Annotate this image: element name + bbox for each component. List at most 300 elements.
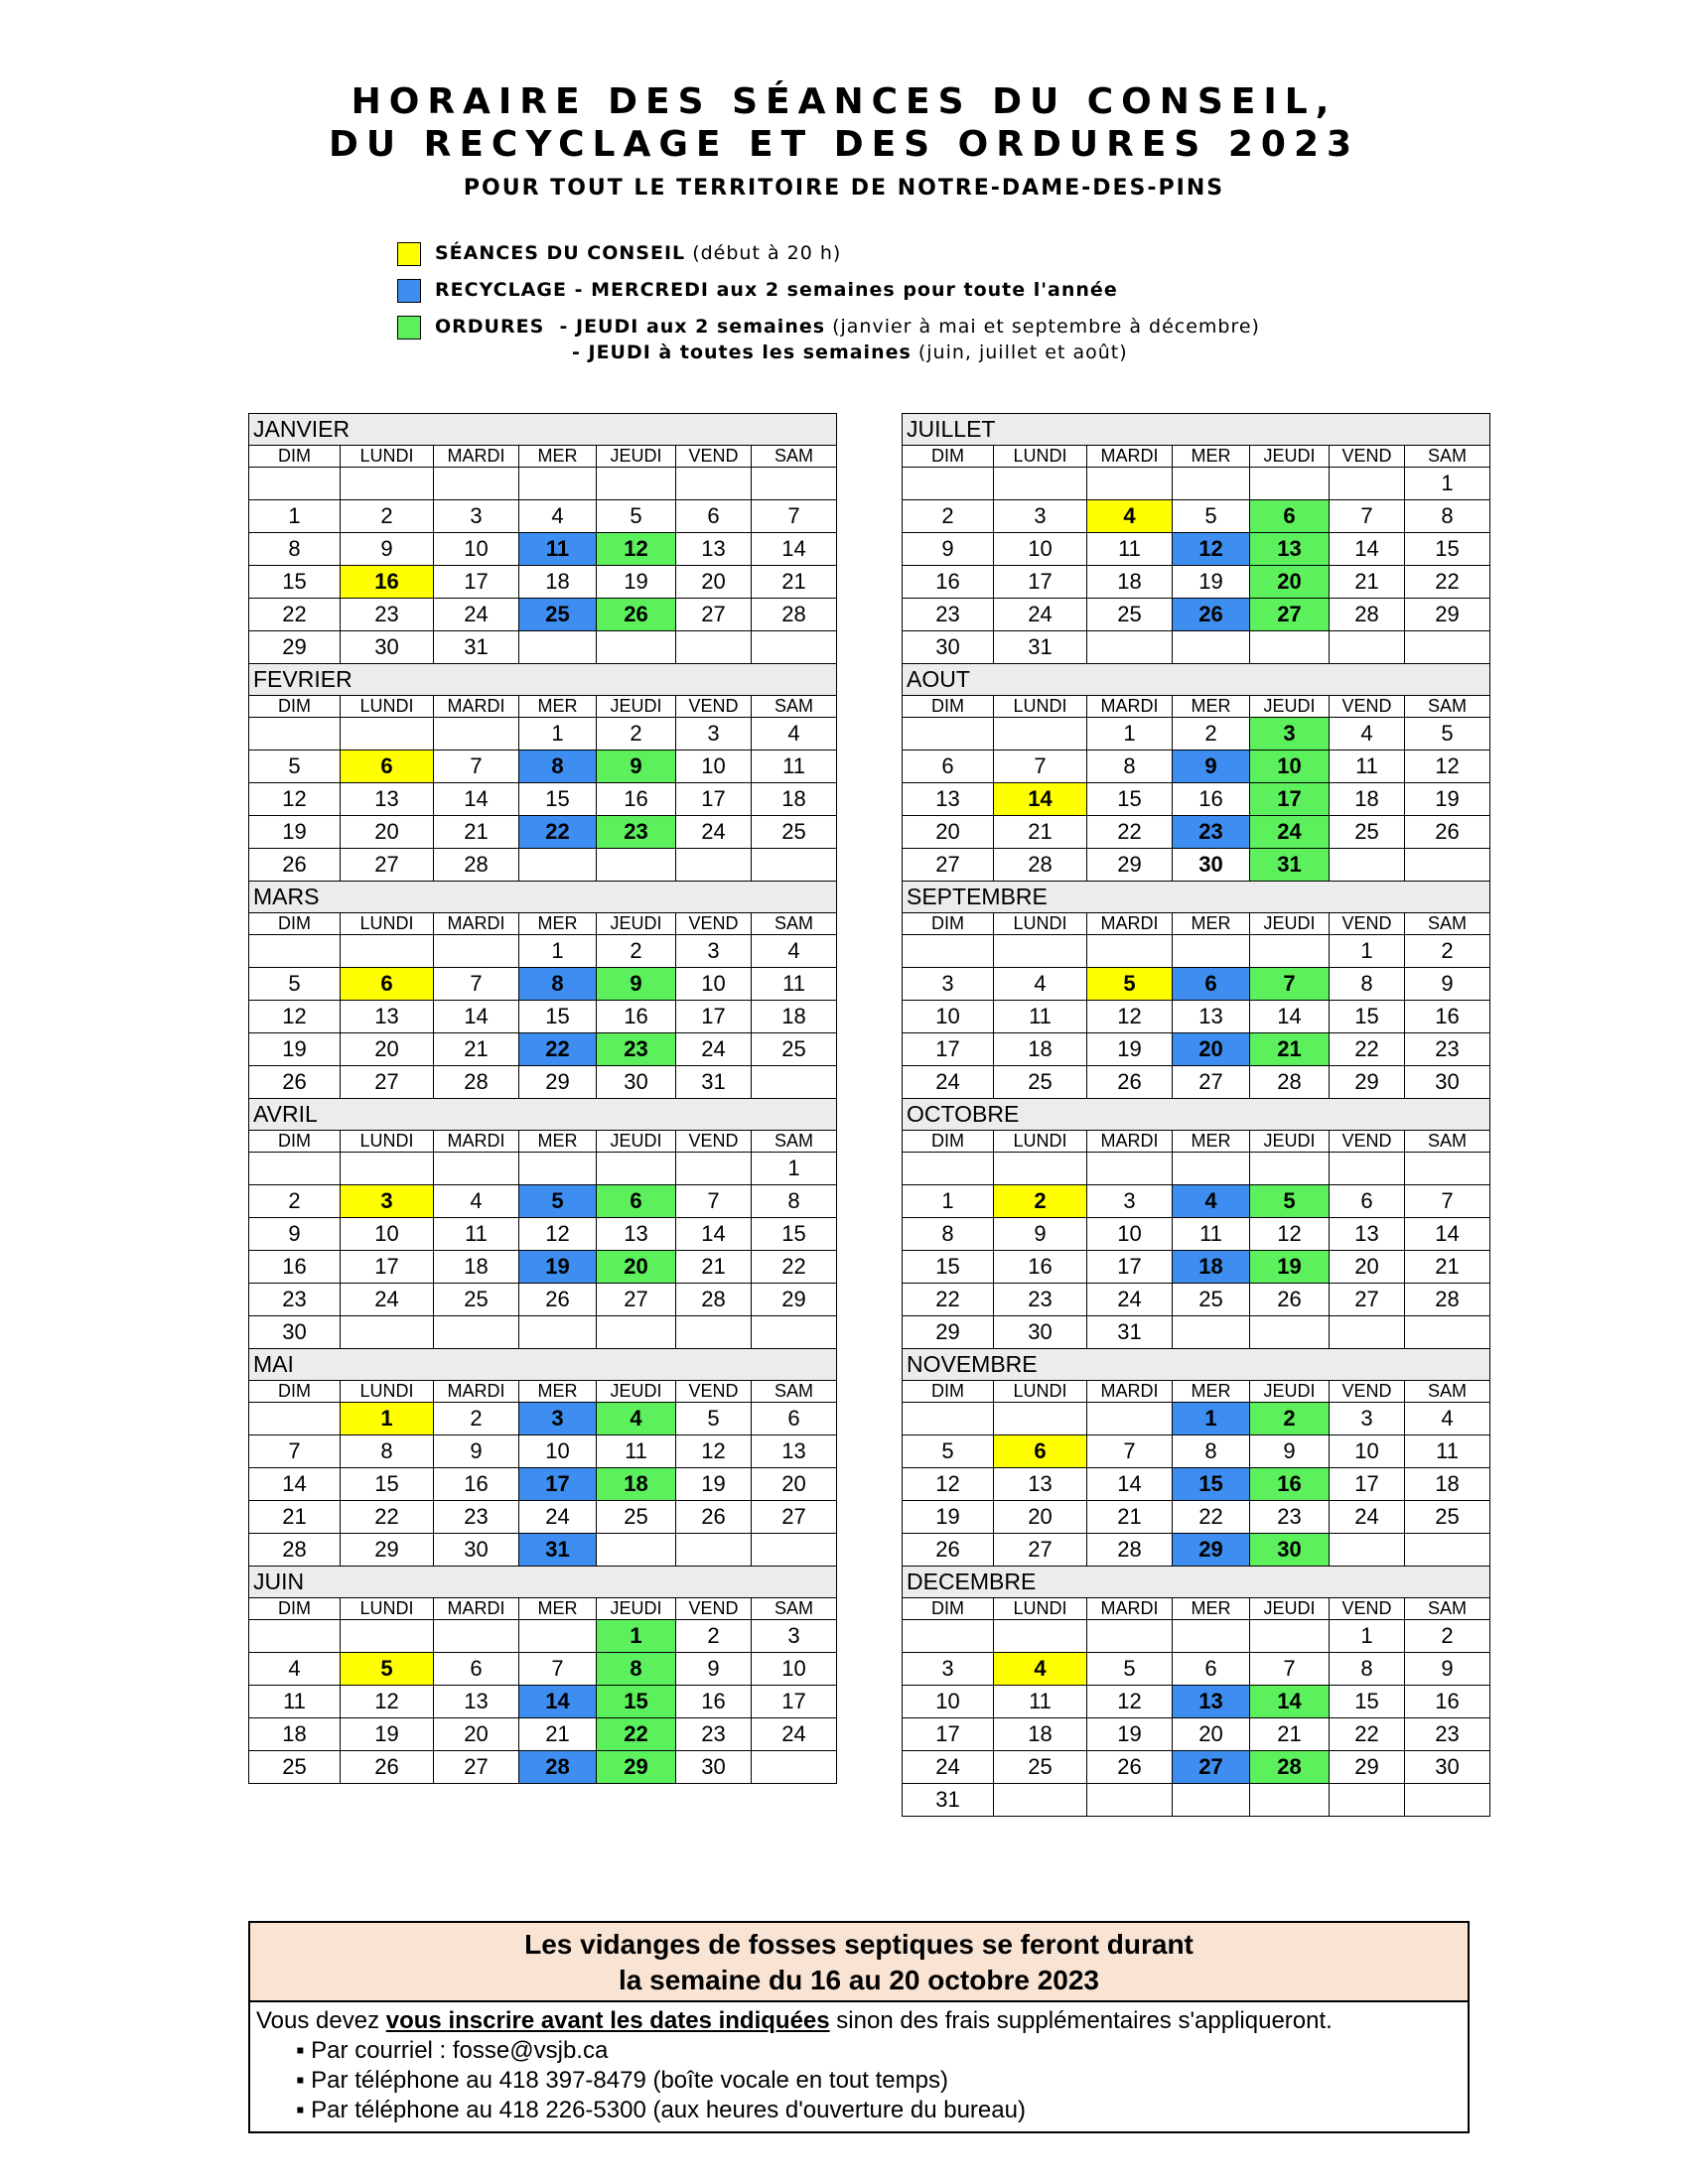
day-cell: 12 (1087, 1686, 1173, 1718)
day-cell: 12 (249, 1001, 341, 1033)
day-cell: 17 (676, 783, 752, 816)
day-cell: 17 (1087, 1251, 1173, 1284)
weekday-header: DIM (249, 1381, 341, 1403)
day-cell: 8 (249, 533, 341, 566)
day-cell: 23 (1173, 816, 1250, 849)
day-cell (434, 1316, 519, 1349)
day-cell: 15 (597, 1686, 676, 1718)
day-cell (1087, 631, 1173, 664)
day-cell: 5 (249, 751, 341, 783)
notice-heading-line-2: la semaine du 16 au 20 octobre 2023 (618, 1965, 1099, 1995)
notice-heading-line-1: Les vidanges de fosses septiques se feront durant (524, 1929, 1194, 1960)
weekday-header: JEUDI (597, 1131, 676, 1153)
day-cell: 24 (676, 816, 752, 849)
day-cell: 20 (676, 566, 752, 599)
day-cell: 30 (1250, 1534, 1330, 1567)
day-cell: 24 (519, 1501, 597, 1534)
weekday-header: LUNDI (341, 1131, 434, 1153)
day-cell: 26 (249, 849, 341, 882)
day-cell: 10 (676, 751, 752, 783)
day-cell (752, 1066, 837, 1099)
day-cell: 27 (752, 1501, 837, 1534)
day-cell: 12 (676, 1435, 752, 1468)
day-cell: 23 (676, 1718, 752, 1751)
day-cell: 4 (597, 1403, 676, 1435)
day-cell: 8 (1173, 1435, 1250, 1468)
weekday-header: MARDI (434, 913, 519, 935)
day-cell: 24 (1330, 1501, 1405, 1534)
day-cell: 5 (341, 1653, 434, 1686)
day-cell: 26 (249, 1066, 341, 1099)
day-cell: 24 (676, 1033, 752, 1066)
day-cell: 23 (249, 1284, 341, 1316)
day-cell: 19 (1087, 1718, 1173, 1751)
weekday-header: MER (519, 446, 597, 468)
day-cell: 21 (434, 1033, 519, 1066)
day-cell: 4 (752, 935, 837, 968)
day-cell: 17 (752, 1686, 837, 1718)
day-cell: 14 (1087, 1468, 1173, 1501)
weekday-header: SAM (752, 696, 837, 718)
week-row (903, 500, 1490, 533)
day-cell: 26 (597, 599, 676, 631)
day-cell: 2 (597, 718, 676, 751)
day-cell: 5 (249, 968, 341, 1001)
day-cell: 20 (1330, 1251, 1405, 1284)
day-cell: 16 (994, 1251, 1087, 1284)
day-cell (341, 718, 434, 751)
weekday-header: MARDI (434, 1131, 519, 1153)
weekday-header: LUNDI (994, 696, 1087, 718)
day-cell: 12 (1250, 1218, 1330, 1251)
day-cell: 30 (1405, 1751, 1490, 1784)
septic-notice (248, 1921, 1470, 2133)
day-cell: 21 (676, 1251, 752, 1284)
day-cell (1087, 468, 1173, 500)
day-cell: 25 (597, 1501, 676, 1534)
day-cell: 8 (903, 1218, 994, 1251)
day-cell: 25 (994, 1751, 1087, 1784)
day-cell: 11 (752, 968, 837, 1001)
notice-contact-phone-voicemail: ▪ Par téléphone au 418 397-8479 (boîte vocale en tout temps) (296, 2067, 948, 2094)
week-row (249, 1686, 837, 1718)
day-cell: 19 (1087, 1033, 1173, 1066)
day-cell: 26 (341, 1751, 434, 1784)
day-cell: 29 (519, 1066, 597, 1099)
day-cell: 23 (434, 1501, 519, 1534)
day-cell: 2 (434, 1403, 519, 1435)
legend-ordures-line2-note: (juin, juillet et août) (911, 341, 1128, 363)
day-cell: 21 (1250, 1718, 1330, 1751)
day-cell: 6 (676, 500, 752, 533)
weekday-header: LUNDI (994, 1598, 1087, 1620)
notice-contact-phone-office: ▪ Par téléphone au 418 226-5300 (aux heures d'ouverture du bureau) (296, 2097, 1026, 2123)
day-cell: 7 (519, 1653, 597, 1686)
weekday-header: LUNDI (341, 1598, 434, 1620)
day-cell: 1 (1330, 935, 1405, 968)
day-cell: 31 (994, 631, 1087, 664)
day-cell: 28 (1087, 1534, 1173, 1567)
day-cell: 6 (1330, 1185, 1405, 1218)
day-cell: 9 (1405, 968, 1490, 1001)
day-cell: 14 (434, 783, 519, 816)
day-cell (903, 935, 994, 968)
notice-registration-line: Vous devez vous inscrire avant les dates indiquées sinon des frais supplémentaires s'appliqueront. (256, 2007, 1333, 2034)
day-cell: 28 (434, 849, 519, 882)
day-cell: 3 (1087, 1185, 1173, 1218)
day-cell: 19 (903, 1501, 994, 1534)
day-cell: 27 (1173, 1751, 1250, 1784)
day-cell: 19 (341, 1718, 434, 1751)
day-cell: 14 (1330, 533, 1405, 566)
weekday-header: LUNDI (341, 446, 434, 468)
day-cell: 1 (341, 1403, 434, 1435)
day-cell: 31 (434, 631, 519, 664)
week-row (903, 1403, 1490, 1435)
day-cell: 6 (752, 1403, 837, 1435)
week-row (903, 1218, 1490, 1251)
weekday-header: DIM (903, 1131, 994, 1153)
day-cell: 6 (341, 968, 434, 1001)
month-title-novembre: NOVEMBRE (903, 1349, 1490, 1381)
day-cell: 29 (1087, 849, 1173, 882)
day-cell (519, 631, 597, 664)
day-cell (519, 849, 597, 882)
day-cell: 8 (341, 1435, 434, 1468)
day-cell: 24 (903, 1066, 994, 1099)
day-cell (676, 631, 752, 664)
weekday-header: SAM (1405, 1598, 1490, 1620)
day-cell: 20 (434, 1718, 519, 1751)
day-cell: 21 (519, 1718, 597, 1751)
day-cell: 12 (249, 783, 341, 816)
day-cell (1250, 1153, 1330, 1185)
month-title-juillet: JUILLET (903, 414, 1490, 446)
week-row (249, 1620, 837, 1653)
day-cell: 31 (1250, 849, 1330, 882)
day-cell: 21 (1250, 1033, 1330, 1066)
week-row (249, 1501, 837, 1534)
weekday-header: SAM (752, 1598, 837, 1620)
week-row (903, 1620, 1490, 1653)
day-cell (519, 1316, 597, 1349)
day-cell (341, 1316, 434, 1349)
day-cell: 14 (519, 1686, 597, 1718)
day-cell: 6 (341, 751, 434, 783)
day-cell (1405, 1316, 1490, 1349)
day-cell: 26 (676, 1501, 752, 1534)
day-cell: 2 (994, 1185, 1087, 1218)
weekday-header: MER (1173, 1598, 1250, 1620)
day-cell: 9 (1173, 751, 1250, 783)
day-cell (1173, 935, 1250, 968)
day-cell: 8 (597, 1653, 676, 1686)
weekday-header: DIM (249, 913, 341, 935)
week-row (903, 566, 1490, 599)
day-cell: 30 (341, 631, 434, 664)
weekday-header: JEUDI (1250, 1598, 1330, 1620)
day-cell: 18 (597, 1468, 676, 1501)
weekday-header: DIM (903, 446, 994, 468)
day-cell: 15 (1405, 533, 1490, 566)
weekday-header: JEUDI (597, 1381, 676, 1403)
day-cell: 5 (1087, 1653, 1173, 1686)
month-title-juin: JUIN (249, 1567, 837, 1598)
legend-ordures-line-2 (572, 341, 1128, 363)
week-row (903, 1284, 1490, 1316)
day-cell: 1 (752, 1153, 837, 1185)
day-cell: 3 (903, 968, 994, 1001)
day-cell (249, 468, 341, 500)
day-cell: 23 (994, 1284, 1087, 1316)
day-cell: 16 (903, 566, 994, 599)
day-cell: 22 (1330, 1033, 1405, 1066)
week-row (903, 751, 1490, 783)
weekday-header: SAM (752, 446, 837, 468)
day-cell: 28 (249, 1534, 341, 1567)
day-cell: 4 (249, 1653, 341, 1686)
day-cell (1405, 1784, 1490, 1817)
day-cell: 31 (1087, 1316, 1173, 1349)
day-cell (752, 1751, 837, 1784)
day-cell: 14 (752, 533, 837, 566)
day-cell (597, 631, 676, 664)
day-cell: 29 (1330, 1751, 1405, 1784)
legend-swatch-recyclage (397, 279, 421, 303)
day-cell (1330, 1316, 1405, 1349)
day-cell (994, 935, 1087, 968)
day-cell (1405, 1153, 1490, 1185)
day-cell (1087, 1153, 1173, 1185)
day-cell: 9 (434, 1435, 519, 1468)
weekday-header: SAM (1405, 446, 1490, 468)
day-cell: 24 (434, 599, 519, 631)
day-cell: 18 (1405, 1468, 1490, 1501)
day-cell: 22 (1330, 1718, 1405, 1751)
day-cell: 26 (519, 1284, 597, 1316)
weekday-header: DIM (249, 1598, 341, 1620)
day-cell: 31 (903, 1784, 994, 1817)
day-cell: 4 (434, 1185, 519, 1218)
day-cell: 10 (1250, 751, 1330, 783)
day-cell (903, 1403, 994, 1435)
day-cell: 25 (1087, 599, 1173, 631)
day-cell: 30 (249, 1316, 341, 1349)
weekday-header: SAM (1405, 913, 1490, 935)
day-cell: 30 (1173, 849, 1250, 882)
week-row (249, 1653, 837, 1686)
week-row (249, 718, 837, 751)
weekday-header: SAM (1405, 696, 1490, 718)
day-cell: 17 (676, 1001, 752, 1033)
day-cell: 13 (752, 1435, 837, 1468)
day-cell (1173, 1620, 1250, 1653)
day-cell: 29 (249, 631, 341, 664)
legend-ordures-line1-note: (janvier à mai et septembre à décembre) (825, 316, 1260, 338)
day-cell: 11 (519, 533, 597, 566)
day-cell: 2 (249, 1185, 341, 1218)
weekday-header: SAM (752, 1131, 837, 1153)
day-cell: 18 (249, 1718, 341, 1751)
day-cell: 5 (1250, 1185, 1330, 1218)
day-cell: 25 (1330, 816, 1405, 849)
day-cell (903, 1153, 994, 1185)
day-cell: 6 (1173, 968, 1250, 1001)
day-cell: 16 (1405, 1686, 1490, 1718)
day-cell (519, 1153, 597, 1185)
week-row (249, 1316, 837, 1349)
day-cell: 16 (1250, 1468, 1330, 1501)
day-cell: 3 (1250, 718, 1330, 751)
day-cell: 2 (1250, 1403, 1330, 1435)
month-title-avril: AVRIL (249, 1099, 837, 1131)
day-cell: 6 (903, 751, 994, 783)
day-cell: 25 (994, 1066, 1087, 1099)
day-cell: 18 (1173, 1251, 1250, 1284)
day-cell: 23 (1250, 1501, 1330, 1534)
day-cell: 10 (341, 1218, 434, 1251)
day-cell: 13 (434, 1686, 519, 1718)
day-cell: 20 (1173, 1033, 1250, 1066)
weekday-header: MARDI (1087, 1598, 1173, 1620)
day-cell: 26 (1173, 599, 1250, 631)
week-row (249, 533, 837, 566)
day-cell: 5 (1087, 968, 1173, 1001)
week-row (249, 599, 837, 631)
day-cell: 17 (903, 1033, 994, 1066)
day-cell: 28 (434, 1066, 519, 1099)
week-row (903, 1435, 1490, 1468)
week-row (903, 631, 1490, 664)
week-row (249, 566, 837, 599)
day-cell (676, 1316, 752, 1349)
week-row (903, 783, 1490, 816)
notice-heading (250, 1923, 1468, 2002)
legend-ordures-label: ORDURES (435, 316, 545, 338)
weekday-header: JEUDI (1250, 1381, 1330, 1403)
day-cell: 13 (676, 533, 752, 566)
day-cell: 8 (1405, 500, 1490, 533)
day-cell: 6 (1173, 1653, 1250, 1686)
day-cell (434, 468, 519, 500)
week-row (903, 1534, 1490, 1567)
day-cell: 21 (434, 816, 519, 849)
day-cell (994, 1153, 1087, 1185)
calendar-column-right (902, 413, 1483, 1817)
day-cell: 17 (519, 1468, 597, 1501)
day-cell: 1 (519, 718, 597, 751)
week-row (249, 968, 837, 1001)
day-cell: 13 (341, 1001, 434, 1033)
day-cell: 17 (341, 1251, 434, 1284)
day-cell (434, 1620, 519, 1653)
day-cell: 17 (1330, 1468, 1405, 1501)
legend-ordures-line1: - JEUDI aux 2 semaines (544, 316, 826, 338)
day-cell: 7 (434, 751, 519, 783)
day-cell: 12 (1087, 1001, 1173, 1033)
day-cell: 30 (597, 1066, 676, 1099)
day-cell: 8 (1330, 968, 1405, 1001)
weekday-header: JEUDI (597, 913, 676, 935)
day-cell (1173, 631, 1250, 664)
day-cell: 30 (676, 1751, 752, 1784)
week-row (903, 1185, 1490, 1218)
day-cell: 10 (676, 968, 752, 1001)
day-cell: 11 (752, 751, 837, 783)
day-cell: 9 (249, 1218, 341, 1251)
day-cell: 22 (519, 1033, 597, 1066)
weekday-header: DIM (249, 1131, 341, 1153)
month-title-octobre: OCTOBRE (903, 1099, 1490, 1131)
day-cell: 1 (1330, 1620, 1405, 1653)
day-cell: 10 (1087, 1218, 1173, 1251)
day-cell (1405, 1534, 1490, 1567)
day-cell: 8 (519, 751, 597, 783)
day-cell: 9 (1405, 1653, 1490, 1686)
day-cell: 12 (1173, 533, 1250, 566)
day-cell (903, 1620, 994, 1653)
weekday-header: LUNDI (341, 696, 434, 718)
document-subtitle: POUR TOUT LE TERRITOIRE DE NOTRE-DAME-DES-PINS (463, 176, 1225, 201)
day-cell: 22 (341, 1501, 434, 1534)
day-cell: 13 (994, 1468, 1087, 1501)
weekday-header: MER (1173, 1131, 1250, 1153)
day-cell (249, 1153, 341, 1185)
weekday-header: VEND (676, 1131, 752, 1153)
day-cell: 27 (1173, 1066, 1250, 1099)
legend-swatch-ordures (397, 316, 421, 340)
weekday-header: JEUDI (1250, 696, 1330, 718)
day-cell: 1 (597, 1620, 676, 1653)
day-cell: 16 (597, 783, 676, 816)
day-cell: 26 (1250, 1284, 1330, 1316)
weekday-header: VEND (676, 696, 752, 718)
weekday-header: SAM (1405, 1381, 1490, 1403)
week-row (903, 1251, 1490, 1284)
day-cell: 17 (434, 566, 519, 599)
day-cell: 8 (1087, 751, 1173, 783)
day-cell (1087, 935, 1173, 968)
week-row (903, 1468, 1490, 1501)
day-cell: 10 (903, 1001, 994, 1033)
week-row (249, 1218, 837, 1251)
week-row (903, 1784, 1490, 1817)
weekday-header: DIM (903, 1598, 994, 1620)
day-cell: 28 (1405, 1284, 1490, 1316)
day-cell: 27 (1250, 599, 1330, 631)
day-cell: 14 (249, 1468, 341, 1501)
weekday-header: MER (1173, 1381, 1250, 1403)
day-cell: 16 (676, 1686, 752, 1718)
day-cell (519, 1620, 597, 1653)
day-cell: 15 (1087, 783, 1173, 816)
day-cell: 6 (1250, 500, 1330, 533)
day-cell: 18 (752, 1001, 837, 1033)
day-cell: 8 (752, 1185, 837, 1218)
day-cell (1250, 1316, 1330, 1349)
day-cell: 21 (994, 816, 1087, 849)
day-cell: 11 (1173, 1218, 1250, 1251)
day-cell: 28 (994, 849, 1087, 882)
week-row (249, 1033, 837, 1066)
day-cell: 29 (1173, 1534, 1250, 1567)
weekday-header: JEUDI (1250, 446, 1330, 468)
day-cell: 18 (994, 1033, 1087, 1066)
day-cell (994, 1403, 1087, 1435)
weekday-header: DIM (249, 446, 341, 468)
day-cell: 19 (519, 1251, 597, 1284)
day-cell: 9 (597, 968, 676, 1001)
